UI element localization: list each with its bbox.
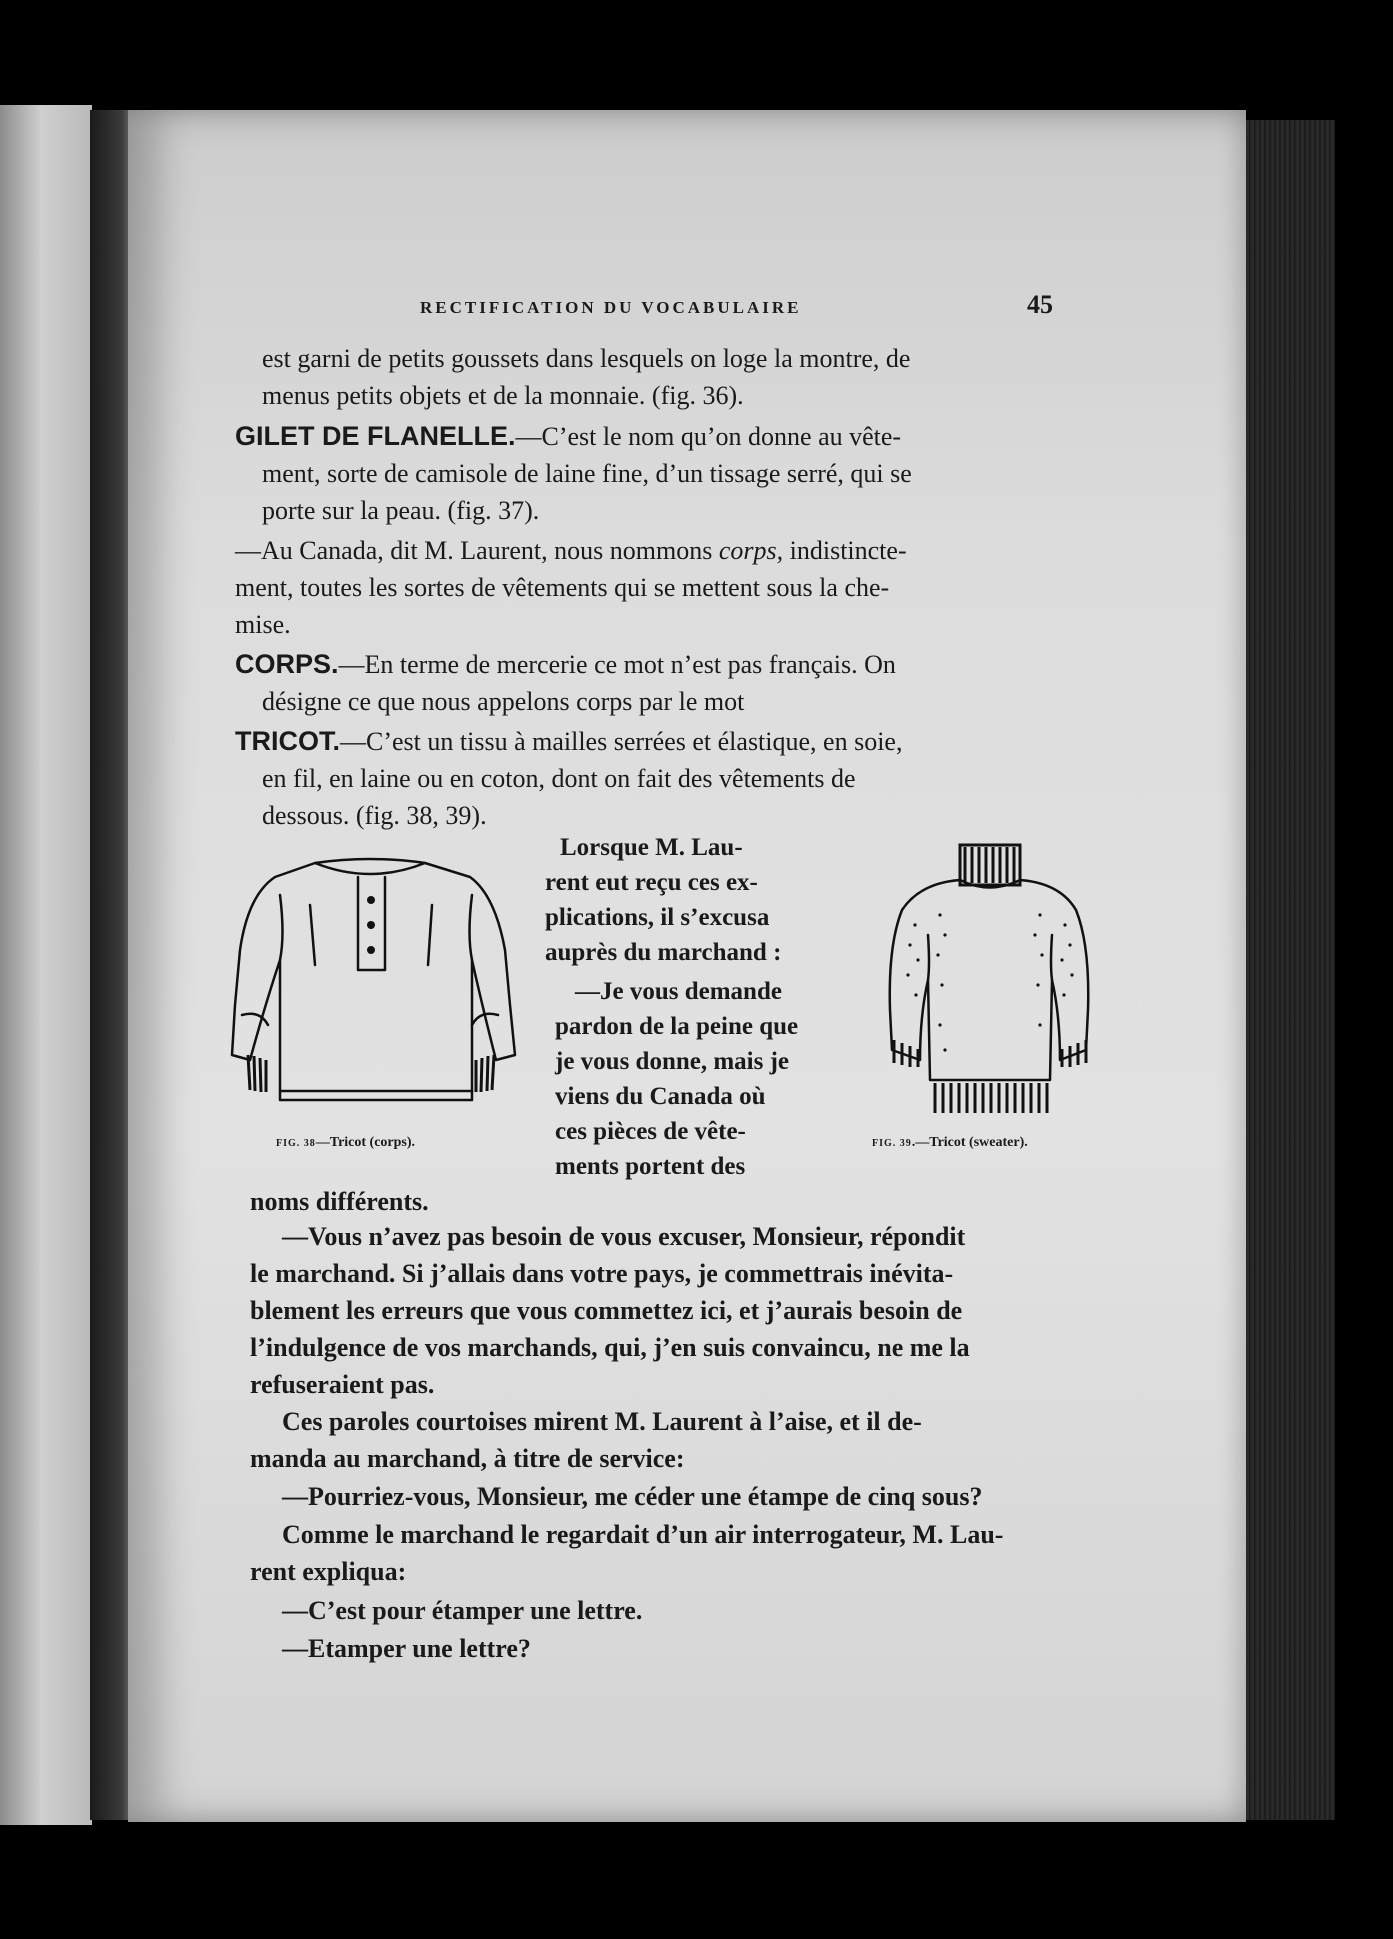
text-line: le marchand. Si j’allais dans votre pays, je commettrais inévita- — [250, 1259, 954, 1288]
text-line: ment, sorte de camisole de laine fine, d’un tissage serré, qui se — [262, 459, 912, 488]
text-line: mise. — [235, 610, 291, 639]
column-line: je vous donne, mais je — [555, 1048, 790, 1075]
page-stack-edges — [1245, 120, 1335, 1820]
column-line: —Je vous demande — [575, 978, 782, 1005]
entry-gilet — [235, 418, 901, 455]
text-line: —Vous n’avez pas besoin de vous excuser, Monsieur, répondit — [282, 1222, 966, 1251]
text-line: désigne ce que nous appelons corps par le mot — [262, 687, 745, 716]
text-line: porte sur la peau. (fig. 37). — [262, 496, 540, 525]
text-line: —Pourriez-vous, Monsieur, me céder une étampe de cinq sous? — [282, 1482, 983, 1511]
running-title: RECTIFICATION DU VOCABULAIRE — [420, 298, 802, 317]
text-line: —C’est pour étamper une lettre. — [282, 1596, 643, 1625]
italic-corps: corps, — [718, 536, 784, 565]
column-line: rent eut reçu ces ex- — [545, 869, 758, 896]
text-line: refuseraient pas. — [250, 1370, 435, 1399]
text-line: manda au marchand, à titre de service: — [250, 1444, 685, 1473]
entry-text: —C’est un tissu à mailles serrées et élastique, en soie, — [340, 727, 903, 756]
text-line: noms différents. — [250, 1187, 429, 1216]
text-span: —Au Canada, dit M. Laurent, nous nommons — [235, 536, 719, 565]
figure-38-caption — [276, 1135, 415, 1151]
running-head — [420, 290, 1053, 330]
caption-text: —Tricot (corps). — [315, 1135, 416, 1150]
column-line: Lorsque M. Lau- — [560, 834, 743, 861]
entry-text: —C’est le nom qu’on donne au vête- — [515, 422, 902, 451]
text-span: indistincte- — [783, 536, 907, 565]
column-line: viens du Canada où — [555, 1083, 766, 1110]
entry-text: —En terme de mercerie ce mot n’est pas français. On — [338, 650, 896, 679]
page-number: 45 — [1027, 290, 1053, 319]
text-line: l’indulgence de vos marchands, qui, j’en suis convaincu, ne me la — [250, 1333, 970, 1362]
headword-corps: CORPS. — [235, 649, 339, 679]
text-line: ment, toutes les sortes de vêtements qui se mettent sous la che- — [235, 573, 890, 602]
text-line: en fil, en laine ou en coton, dont on fait des vêtements de — [262, 764, 856, 793]
text-line: Ces paroles courtoises mirent M. Laurent à l’aise, et il de- — [282, 1407, 922, 1436]
entry-tricot — [235, 723, 902, 760]
text-line: dessous. (fig. 38, 39). — [262, 801, 487, 830]
paragraph-canada — [235, 532, 907, 569]
text-line: est garni de petits goussets dans lesquels on loge la montre, de — [262, 344, 911, 373]
text-line: rent expliqua: — [250, 1557, 407, 1586]
headword-tricot: TRICOT. — [235, 726, 340, 756]
caption-text: .—Tricot (sweater). — [911, 1135, 1028, 1150]
column-line: plications, il s’excusa — [545, 904, 770, 931]
column-line: ces pièces de vête- — [555, 1118, 746, 1145]
column-line: auprès du marchand : — [545, 939, 782, 966]
figure-39-caption — [872, 1135, 1028, 1151]
facing-page-edge — [0, 105, 92, 1825]
figure-39-sweater-illustration — [880, 835, 1095, 1120]
text-line: menus petits objets et de la monnaie. (fig. 36). — [262, 381, 744, 410]
headword-gilet: GILET DE FLANELLE. — [235, 421, 516, 451]
entry-corps — [235, 646, 896, 683]
text-line: Comme le marchand le regardait d’un air interrogateur, M. Lau- — [282, 1520, 1004, 1549]
text-line: —Etamper une lettre? — [282, 1634, 531, 1663]
caption-prefix: FIG. 39 — [872, 1138, 912, 1149]
text-line: blement les erreurs que vous commettez ici, et j’aurais besoin de — [250, 1296, 963, 1325]
caption-prefix: FIG. 38 — [276, 1138, 316, 1149]
column-line: ments portent des — [555, 1153, 746, 1180]
column-line: pardon de la peine que — [555, 1013, 799, 1040]
figure-38-shirt-illustration — [220, 855, 520, 1110]
